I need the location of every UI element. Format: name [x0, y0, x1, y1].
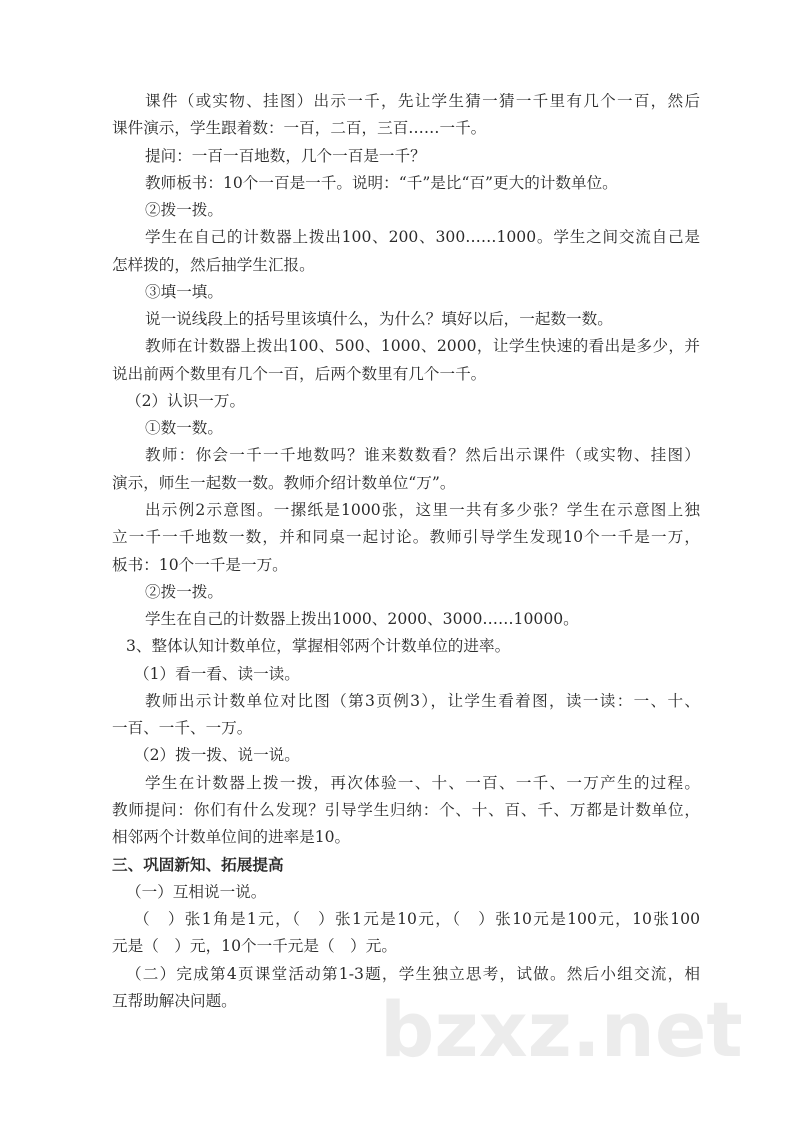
text-line: （二）完成第4页课堂活动第1-3题，学生独立思考，试做。然后小组交流，相 — [126, 964, 700, 983]
text-line: 立一千一千地数一数，并和同桌一起讨论。教师引导学生发现10个一千是一万， — [112, 528, 700, 547]
text-line: 相邻两个计数单位间的进率是10。 — [112, 828, 351, 847]
text-line: 元是（ ）元，10个一千元是（ ）元。 — [112, 937, 397, 956]
text-line: ③填一填。 — [145, 282, 223, 301]
text-line: 教师板书：10个一百是一千。说明：“千”是比“百”更大的计数单位。 — [145, 173, 618, 192]
text-line: （2）拨一拨、说一说。 — [134, 746, 300, 765]
text-line: 怎样拨的，然后抽学生汇报。 — [112, 255, 315, 274]
text-line: 说一说线段上的括号里该填什么，为什么？填好以后，一起数一数。 — [145, 310, 613, 329]
text-line: （一）互相说一说。 — [126, 882, 267, 901]
text-line: （2）认识一万。 — [126, 391, 246, 410]
text-line: 学生在自己的计数器上拨出1000、2000、3000……10000。 — [145, 610, 579, 629]
text-line: 演示，师生一起数一数。教师介绍计数单位“万”。 — [112, 473, 456, 492]
text-line: 教师提问：你们有什么发现？引导学生归纳：个、十、百、千、万都是计数单位， — [112, 800, 700, 819]
text-line: 说出前两个数里有几个一百，后两个数里有几个一千。 — [112, 364, 487, 383]
section-heading: 三、巩固新知、拓展提高 — [112, 855, 284, 875]
text-line: 互帮助解决问题。 — [112, 991, 237, 1010]
text-line: 教师在计数器上拨出100、500、1000、2000，让学生快速的看出是多少，并 — [145, 337, 700, 356]
text-line: （1）看一看、读一读。 — [134, 664, 300, 683]
text-line: 3、整体认知计数单位，掌握相邻两个计数单位的进率。 — [126, 637, 511, 656]
text-line: 学生在自己的计数器上拨出100、200、300……1000。学生之间交流自己是 — [145, 228, 700, 247]
text-line: 板书：10个一千是一万。 — [112, 555, 288, 574]
text-line: 教师出示计数单位对比图（第3页例3），让学生看着图，读一读：一、十、 — [145, 691, 700, 710]
text-line: 学生在计数器上拨一拨，再次体验一、十、一百、一千、一万产生的过程。 — [145, 773, 700, 792]
text-line: 教师：你会一千一千地数吗？谁来数数看？然后出示课件（或实物、挂图） — [145, 446, 700, 465]
text-line: 一百、一千、一万。 — [112, 719, 253, 738]
text-line: 出示例2示意图。一摞纸是1000张，这里一共有多少张？学生在示意图上独 — [145, 500, 700, 519]
text-line: ①数一数。 — [145, 419, 223, 438]
text-line: 提问：一百一百地数，几个一百是一千？ — [145, 146, 426, 165]
watermark: bzxz.net — [380, 985, 743, 1074]
text-line: ②拨一拨。 — [145, 582, 223, 601]
document-body — [112, 88, 700, 1015]
text-line: （ ）张1角是1元，（ ）张1元是10元，（ ）张10元是100元，10张100 — [134, 909, 700, 928]
text-line: 课件（或实物、挂图）出示一千，先让学生猜一猜一千里有几个一百，然后 — [145, 92, 700, 110]
text-line: ②拨一拨。 — [145, 201, 223, 220]
text-line: 课件演示，学生跟着数：一百，二百，三百……一千。 — [112, 119, 487, 138]
